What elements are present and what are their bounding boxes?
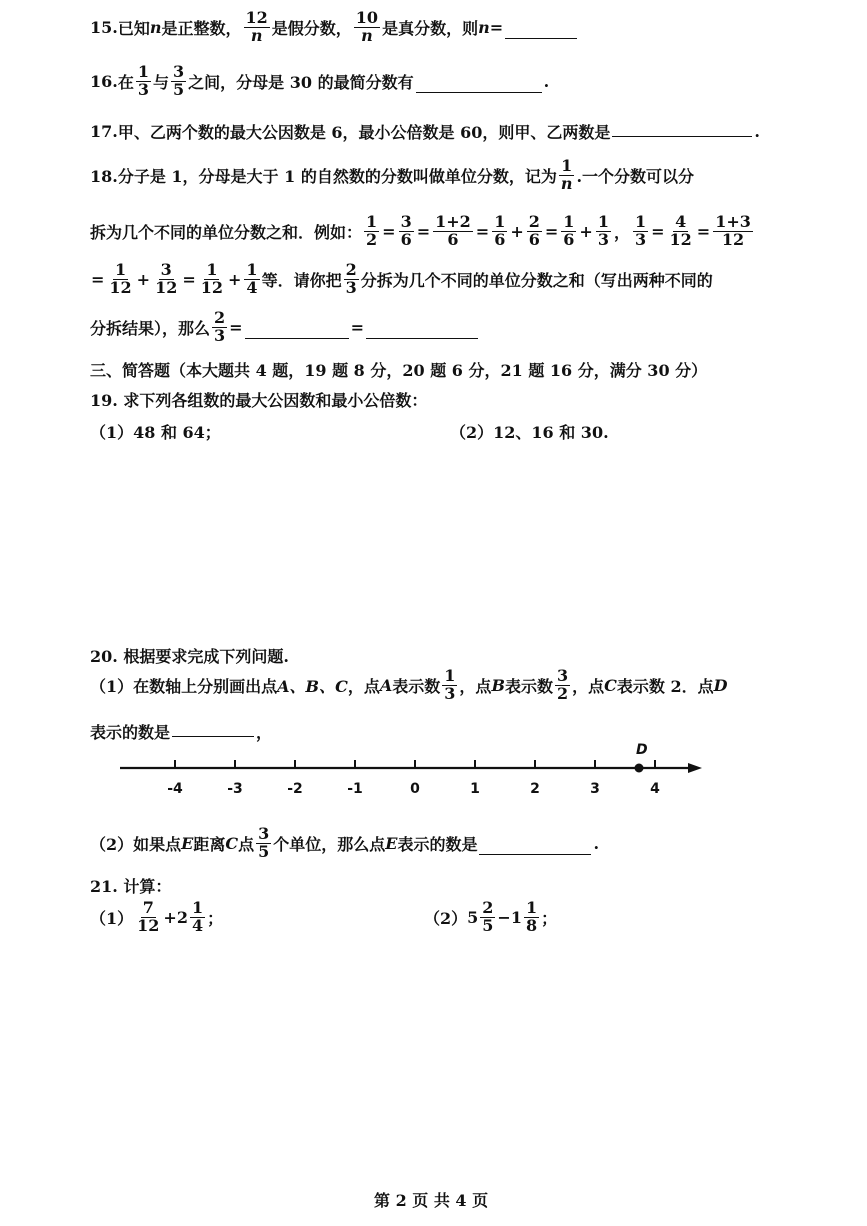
axis-tick-label: 1 <box>470 781 480 797</box>
question-18-line-3: = $\frac{1}{12}$ + $\frac{3}{12}$ = $\frac{1}{12}$ + $\frac{1}{4}$ 等．请你把 $\frac{2}{3}$ 分拆为几个不同的单位分数之和（写出两种不同的 <box>91 260 713 297</box>
axis-tick-label: 3 <box>590 781 600 797</box>
question-20-part-2: （2）如果点 E 距离 C 点 $\frac{3}{5}$ 个单位，那么点 E 表示的数是 . <box>90 824 600 861</box>
question-19-part-2: （2）12、16 和 30. <box>450 423 609 442</box>
answer-blank-1[interactable] <box>245 337 349 339</box>
answer-blank[interactable] <box>479 853 591 855</box>
answer-blank[interactable] <box>172 735 254 737</box>
question-15: 15. 已知 n 是正整数， $\frac{12}{n}$ 是假分数， $\frac{10}{n}$ 是真分数，则 n= <box>90 10 579 45</box>
axis-tick-label: 4 <box>650 781 660 797</box>
axis-tick-label: -4 <box>167 781 183 797</box>
question-18-line-4: 分拆结果），那么 $\frac{2}{3}$ = = <box>90 310 480 345</box>
question-20-part-1: （1）在数轴上分别画出点 A、B、C ，点 A 表示数 $\frac{1}{3}$ ，点 B 表示数 $\frac{3}{2}$ ，点 C 表示数 2．点 D <box>90 666 728 703</box>
fraction-10-n: $\frac{10}{n}$ <box>355 8 379 45</box>
fraction-1-n: $\frac{1}{n}$ <box>560 156 573 193</box>
question-21-title: 21. 计算： <box>90 877 172 896</box>
fraction-12-n: $\frac{12}{n}$ <box>245 8 268 45</box>
question-18-line-1: 18.分子是 1，分母是大于 1 的自然数的分数叫做单位分数，记为 $\frac{1}{n}$ .一个分数可以分 <box>90 156 695 193</box>
question-19-part-1: （1）48 和 64； <box>90 423 221 442</box>
axis-tick-label: 0 <box>410 781 420 797</box>
fraction-2-3: $\frac{2}{3}$ <box>345 260 357 297</box>
page-footer: 第 2 页 共 4 页 <box>374 1191 489 1210</box>
answer-blank[interactable] <box>416 91 542 93</box>
answer-blank[interactable] <box>505 37 577 39</box>
question-20-part-1-cont: 表示的数是 ， <box>90 723 273 742</box>
point-d-marker <box>635 764 644 773</box>
arrow-head-icon <box>688 763 702 773</box>
axis-tick-label: -1 <box>347 781 363 797</box>
question-16: 16. 在 $\frac{1}{3}$ 与 $\frac{3}{5}$ 之间，分母是 30 的最简分数有 . <box>90 62 550 99</box>
fraction-3-5: $\frac{3}{5}$ <box>173 62 185 99</box>
question-18-line-2: 拆为几个不同的单位分数之和．例如： $\frac{1}{2}$ = $\frac{3}{6}$ = $\frac{1+2}{6}$ = $\frac{1}{6}$ + $\frac{2}{6}$ = $\frac{1}{6}$ + $\frac{1}{3}$ ， $\frac{1}{3}$ = $\frac{4}{12}$ = $\frac{1+3}{12}$ <box>90 212 751 249</box>
point-d-label: D <box>636 742 648 758</box>
axis-tick-label: -2 <box>287 781 303 797</box>
section-heading: 三、简答题（本大题共 4 题，19 题 8 分，20 题 6 分，21 题 16 分，满分 30 分） <box>90 361 708 380</box>
question-19-title: 19. 求下列各组数的最大公因数和最小公倍数： <box>90 391 428 410</box>
axis-tick-label: -3 <box>227 781 243 797</box>
number-line <box>110 738 710 800</box>
question-20-title: 20. 根据要求完成下列问题. <box>90 647 289 666</box>
question-21-part-2: （2） 5 $\frac{2}{5}$ −1 $\frac{1}{8}$ ； <box>424 898 558 935</box>
answer-blank[interactable] <box>612 135 752 137</box>
fraction-1-3: $\frac{1}{3}$ <box>137 62 149 99</box>
answer-blank-2[interactable] <box>366 337 478 339</box>
axis-tick-label: 2 <box>530 781 540 797</box>
question-21-part-1: （1） $\frac{7}{12}$ +2 $\frac{1}{4}$ ； <box>90 898 224 935</box>
question-17: 17. 甲、乙两个数的最大公因数是 6，最小公倍数是 60，则甲、乙两数是 . <box>90 122 760 142</box>
